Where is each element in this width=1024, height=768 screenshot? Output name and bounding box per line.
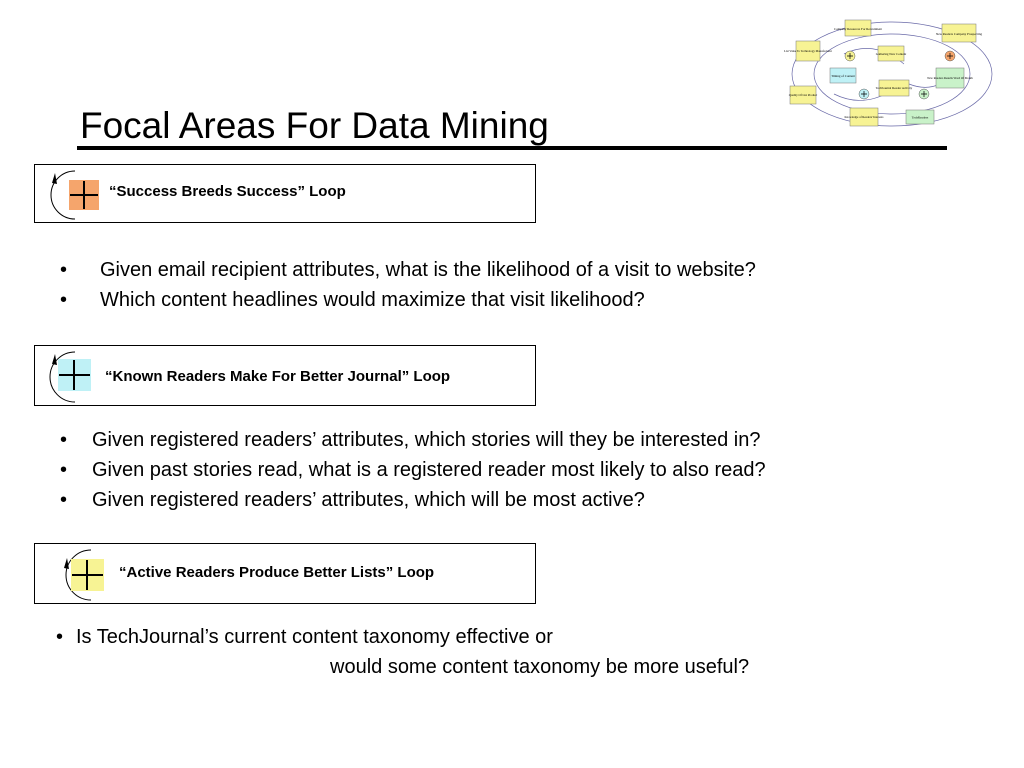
bullet-glyph: • bbox=[60, 429, 68, 451]
bullet-glyph: • bbox=[56, 626, 64, 648]
list-item bbox=[60, 485, 766, 515]
svg-text:New Readers Company Prospectin: New Readers Company Prospecting bbox=[935, 32, 983, 36]
list-item bbox=[60, 285, 756, 315]
svg-text:New Readers Results Word Of Mo: New Readers Results Word Of Mouth bbox=[927, 76, 973, 80]
svg-text:TechReaders: TechReaders bbox=[911, 115, 929, 120]
svg-text:Gathering New Content: Gathering New Content bbox=[875, 52, 907, 56]
loop-label: “Known Readers Make For Better Journal” Loop bbox=[105, 368, 451, 385]
loop-box-success bbox=[34, 164, 536, 223]
diagram-node bbox=[876, 46, 907, 61]
reinforcing-loop-icon bbox=[45, 165, 115, 224]
list-item bbox=[60, 255, 756, 285]
bullet-list bbox=[60, 255, 756, 315]
list-item-text: Given registered readers’ attributes, which stories will they be interested in? bbox=[92, 429, 761, 451]
bullet-glyph: • bbox=[60, 289, 68, 311]
list-item bbox=[60, 425, 766, 455]
loop-box-active-readers bbox=[34, 543, 536, 604]
list-item bbox=[56, 622, 553, 652]
svg-text:Knowledge of Readers' Interest: Knowledge of Readers' Interests bbox=[844, 115, 884, 119]
diagram-node bbox=[784, 41, 832, 61]
loop-marker-icon bbox=[845, 51, 855, 61]
loop-marker-icon bbox=[919, 89, 929, 99]
svg-text:TechJournal Reader Activity: TechJournal Reader Activity bbox=[875, 86, 913, 90]
list-item-text: Which content headlines would maximize that visit likelihood? bbox=[100, 289, 645, 311]
diagram-node bbox=[906, 110, 934, 124]
list-item-continuation: would some content taxonomy be more useful? bbox=[330, 656, 750, 678]
loop-marker-icon bbox=[945, 51, 955, 61]
list-item-text: Given email recipient attributes, what is the likelihood of a visit to website? bbox=[100, 259, 756, 281]
list-item-text: Given past stories read, what is a registered reader most likely to also read? bbox=[92, 459, 766, 481]
diagram-node bbox=[845, 108, 885, 126]
loop-label: “Active Readers Produce Better Lists” Loop bbox=[119, 564, 435, 581]
bullet-glyph: • bbox=[60, 489, 68, 511]
page-title: Focal Areas For Data Mining bbox=[80, 105, 549, 146]
svg-text:Company Resources For Recruitm: Company Resources For Recruitment bbox=[833, 27, 883, 31]
causal-loop-diagram bbox=[784, 14, 1000, 130]
loop-label: “Success Breeds Success” Loop bbox=[109, 183, 346, 200]
bullet-list bbox=[60, 425, 766, 515]
list-item bbox=[60, 455, 766, 485]
diagram-node bbox=[927, 68, 973, 88]
bullet-glyph: • bbox=[60, 459, 68, 481]
bullet-glyph: • bbox=[60, 259, 68, 281]
loop-marker-icon bbox=[859, 89, 869, 99]
svg-text:List Value To Technology Manuf: List Value To Technology Manufacturer bbox=[784, 49, 832, 53]
title-underline bbox=[77, 146, 947, 150]
diagram-node bbox=[789, 86, 818, 104]
diagram-node bbox=[830, 68, 856, 83]
loop-box-known-readers bbox=[34, 345, 536, 406]
bullet-list bbox=[56, 622, 553, 652]
list-item-text: Is TechJournal’s current content taxonomy effective or bbox=[76, 626, 553, 648]
list-item-text: Given registered readers’ attributes, which will be most active? bbox=[92, 489, 645, 511]
svg-text:Quality Of List Product: Quality Of List Product bbox=[788, 93, 818, 97]
diagram-node bbox=[876, 80, 913, 96]
diagram-node bbox=[936, 24, 983, 42]
svg-text:Timing of Content: Timing of Content bbox=[831, 74, 855, 78]
